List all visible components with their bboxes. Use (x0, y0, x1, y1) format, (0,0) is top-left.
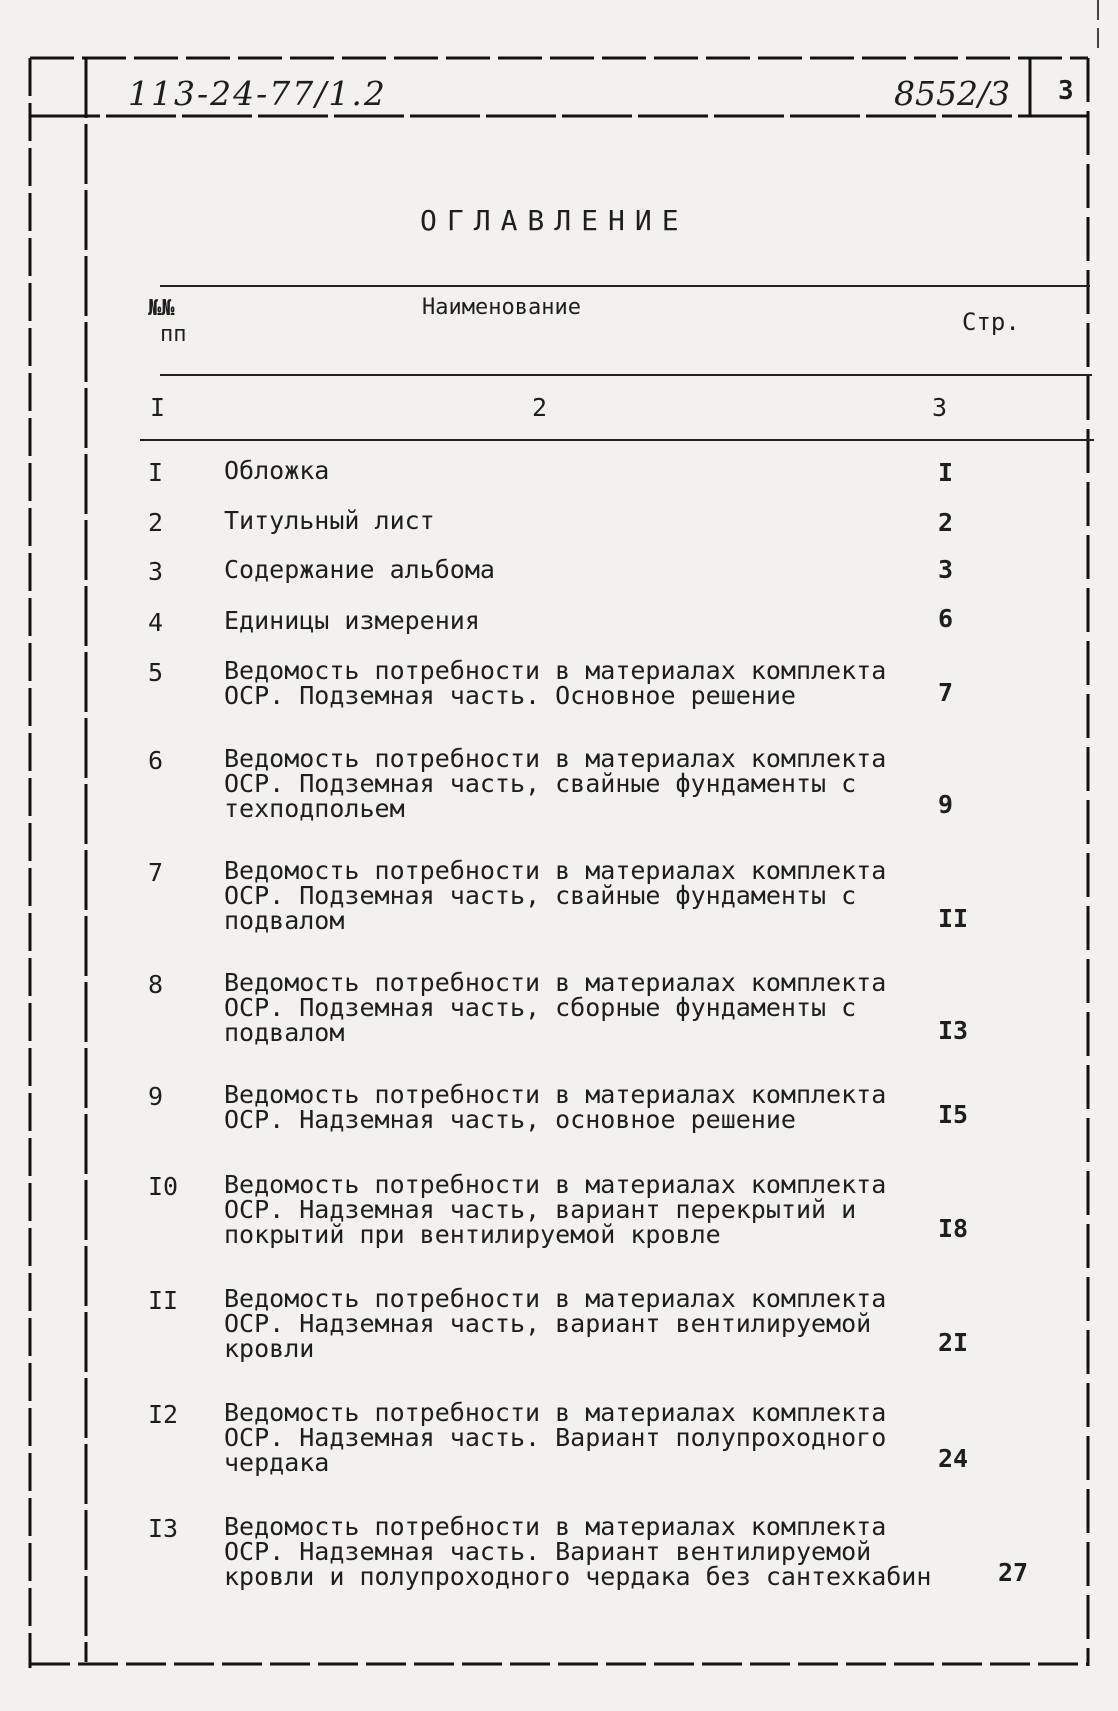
row-number: 7 (148, 858, 164, 887)
row-number: 2 (148, 508, 164, 537)
row-title: Ведомость потребности в материалах комплекта ОСР. Надземная часть, основное решение (224, 1080, 887, 1134)
row-title: Ведомость потребности в материалах комплекта ОСР. Надземная часть, вариант вентилируемой кровли (224, 1284, 887, 1363)
column-number-1: I (150, 393, 166, 422)
row-title: Ведомость потребности в материалах комплекта ОСР. Надземная часть, вариант перекрытий и покрытий при вентилируемой кровле (224, 1170, 887, 1249)
row-page: I3 (938, 1016, 969, 1045)
row-page: 9 (938, 790, 954, 819)
column-number-2: 2 (532, 393, 548, 422)
row-title: Ведомость потребности в материалах комплекта ОСР. Надземная часть. Вариант вентилируемой кровли и полупроходного чердака без сантехкабин (224, 1512, 932, 1591)
row-title: Ведомость потребности в материалах комплекта ОСР. Подземная часть. Основное решение (224, 656, 887, 710)
row-title: Обложка (224, 456, 330, 485)
column-header-page: Стр. (962, 308, 1020, 336)
row-title: Ведомость потребности в материалах комплекта ОСР. Надземная часть. Вариант полупроходного чердака (224, 1398, 887, 1477)
row-title: Ведомость потребности в материалах комплекта ОСР. Подземная часть, свайные фундаменты с техподпольем (224, 744, 887, 823)
page-title: ОГЛАВЛЕНИЕ (420, 204, 689, 237)
row-page: 3 (938, 555, 954, 584)
row-page: 7 (938, 678, 954, 707)
row-number: 6 (148, 746, 164, 775)
row-number: 4 (148, 608, 164, 637)
row-number: I2 (148, 1400, 179, 1429)
row-number: 3 (148, 557, 164, 586)
row-number: I3 (148, 1514, 179, 1543)
row-page: 24 (938, 1444, 969, 1473)
row-number: I0 (148, 1172, 179, 1201)
row-title: Ведомость потребности в материалах комплекта ОСР. Подземная часть, свайные фундаменты с подвалом (224, 856, 887, 935)
row-number: 9 (148, 1082, 164, 1111)
document-code: 113-24-77/1.2 (128, 74, 387, 113)
row-page: 6 (938, 604, 954, 633)
row-title: Содержание альбома (224, 555, 495, 584)
column-header-number-sub: пп (160, 322, 187, 347)
row-title: Титульный лист (224, 506, 435, 535)
row-title: Единицы измерения (224, 606, 480, 635)
sheet-number: 3 (1058, 76, 1074, 106)
column-header-name: Наименование (422, 295, 581, 320)
row-number: I (148, 458, 164, 487)
row-page: II (938, 904, 969, 933)
row-page: 2I (938, 1328, 969, 1357)
inventory-number: 8552/3 (894, 74, 1011, 113)
row-number: II (148, 1286, 179, 1315)
column-header-number: №№ (148, 296, 175, 321)
row-page: I5 (938, 1100, 969, 1129)
row-page: 27 (998, 1558, 1029, 1587)
row-page: I8 (938, 1214, 969, 1243)
row-page: I (938, 458, 954, 487)
row-title: Ведомость потребности в материалах комплекта ОСР. Подземная часть, сборные фундаменты с подвалом (224, 968, 887, 1047)
row-number: 8 (148, 970, 164, 999)
row-page: 2 (938, 508, 954, 537)
column-number-3: 3 (932, 393, 948, 422)
row-number: 5 (148, 658, 164, 687)
